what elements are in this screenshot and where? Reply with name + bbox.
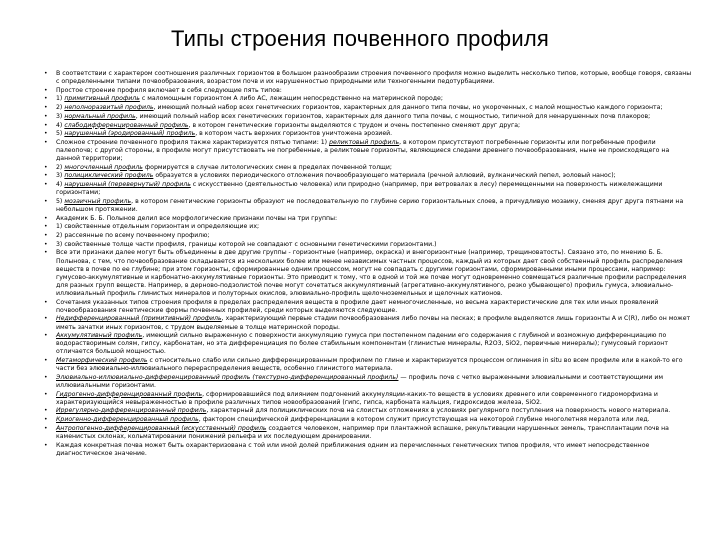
bullet-list xyxy=(44,70,694,458)
bullet-text: , в котором генетические горизонты выделяются с трудом и очень постепенно сменяют друг друга; xyxy=(188,121,521,129)
bullet-item xyxy=(44,223,694,231)
bullet-text: Академик Б. Б. Полынов делил все морфологические признаки почвы на три группы: xyxy=(56,214,338,222)
bullet-text: , характеризующий первые стадии почвообразования либо почвы на песках; в профиле выделяются лишь горизонты А и С(R), либо он может иметь зачатки иных горизонтов, с трудом выделяемые в толще материнской породы. xyxy=(56,315,691,331)
bullet-text: В соответствии с характером соотношения различных горизонтов в большом разнообразии строения почвенного профиля можно выделить несколько типов, которые, вообще говоря, связаны с определенными типами почвообразования, возрастом почв и их нарушенностью природными или техногенными педотурбациями. xyxy=(56,70,692,86)
bullet-text: 4) xyxy=(56,181,65,189)
bullet-text: образуется в условиях периодического отложения почвообразующего материала (речной аллювий, вулканический пепел, эоловый нанос); xyxy=(153,172,616,180)
slide-body xyxy=(44,70,694,532)
bullet-text: 2) рассеянные по всему почвенному профилю; xyxy=(56,232,210,240)
profile-type-term: Криогенно-дифференцированный профиль xyxy=(56,416,199,424)
profile-type-term: нормальный профиль xyxy=(64,112,136,120)
bullet-item xyxy=(44,122,694,130)
bullet-item xyxy=(44,215,694,223)
profile-type-term: слабодифференцированный профиль xyxy=(64,121,189,129)
bullet-item xyxy=(44,442,694,458)
bullet-text: Сочетания указанных типов строения профиля в пределах распределения веществ в профиле дает немногочисленные, но весьма характеристические для тех или иных проявлений почвообразования генетические формы почвенных профилей, среди которых выделяются следующие. xyxy=(56,298,659,314)
bullet-item xyxy=(44,198,694,214)
bullet-text: 2) xyxy=(56,163,65,171)
bullet-text: , в котором присутствуют погребенные горизонты или погребенные профили палеопочв; с другой стороны, в профиле могут присутствовать не погребенные, а реликтовые горизонты, являющиеся следами древнего почвообразования, ныне не происходящего на данной территории; xyxy=(56,138,670,163)
profile-type-term: реликтовый профиль xyxy=(329,138,400,146)
bullet-item xyxy=(44,407,694,415)
bullet-text: с маломощным горизонтом А либо АС, лежащим непосредственно на материнской породе; xyxy=(139,95,443,103)
bullet-item xyxy=(44,332,694,356)
bullet-text: с искусственно (деятельностью человека) или природно (например, при ветровалах в лесу) перемещенными на поверхность нижележащими горизонтами; xyxy=(56,181,663,197)
bullet-text: 1) xyxy=(56,95,65,103)
bullet-text: 3) xyxy=(56,112,65,120)
bullet-item xyxy=(44,315,694,331)
bullet-item xyxy=(44,232,694,240)
bullet-item xyxy=(44,70,694,86)
bullet-item xyxy=(44,241,694,249)
bullet-item xyxy=(44,249,694,298)
bullet-text: , фактором специфической дифференциации в котором служит присутствующая на некоторой глубине многолетняя мерзлота или лед. xyxy=(198,416,650,424)
bullet-text: , имеющий сильно выраженную с поверхности аккумуляцию гумуса при постепенном падении его содержания с глубиной и возможную дифференциацию по водорастворимым солям, гипсу, карбонатам, но эта дифференциация по более стабильным компонентам (глинистые минералы, R2O3, SiO2, первичные минералы); гумусовый горизонт отличается большой мощностью. xyxy=(56,332,668,356)
bullet-text: Все эти признаки далее могут быть объединены в две другие группы - горизонтные (например, окраска) и внегоризонтные (например, трещиноватость). Связано это, по мнению Б. Б. Полынова, с тем, что почвообразование складывается из нескольких более или менее независимых частных процессов, каждый из которых дает свой собственный профиль распределения веществ в почве по ее глубине; при этом горизонты, сформированные одним процессом, могут не совпадать с другими горизонтами, сформированными иными процессами, например: гумусово-аккумулятивные и карбонатно-аккумулятивные горизонты. Это приводит к тому, что в одной и той же почве могут одновременно совмещаться различные профили распределения для разных групп веществ. Например, в дерново-подзолистой почве могут сочетаться аккумулятивный (агрегативно-аккумулятивного, резко убывающего) профиль гумуса, элювиально-иллювиальный профиль глинистых минералов и полуторных окислов, элювиально-профиль щелочноземельных и щелочных катионов. xyxy=(56,249,687,297)
bullet-text: 5) xyxy=(56,130,65,138)
bullet-text: — профиль почв с четко выраженными элювиальными и соответствующими им иллювиальными горизонтами. xyxy=(56,373,664,389)
profile-type-term: мозаичный профиль xyxy=(64,197,132,205)
bullet-item xyxy=(44,181,694,197)
bullet-item xyxy=(44,113,694,121)
profile-type-term: нарушенный (эродированный) профиль xyxy=(64,130,196,138)
profile-type-term: Гидрогенно-дифференцированный профиль xyxy=(56,390,203,398)
profile-type-term: Элювиально-иллювиально-дифференцированный профиль (текстурно-дифференцированный профиль) xyxy=(56,373,399,381)
bullet-text: Простое строение профиля включает в себя следующие пять типов: xyxy=(56,86,282,94)
bullet-item xyxy=(44,172,694,180)
bullet-text: 4) xyxy=(56,121,65,129)
slide-title: Типы строения почвенного профиля xyxy=(171,26,549,51)
profile-type-term: Недифференцированный (примитивный) профиль xyxy=(56,315,222,323)
bullet-item xyxy=(44,139,694,163)
bullet-item xyxy=(44,130,694,138)
bullet-text: 3) xyxy=(56,172,65,180)
bullet-text: , сформировавшийся под влиянием подгонений аккумуляции-каких-то веществ в условиях древнего или современного гидроморфизма и характеризующийся невыраженностью в профиле различных типов новообразований (гипс, гипса, карбоната кальция, гидроксидов железа, SiO2. xyxy=(56,390,658,406)
profile-type-term: Иррегулярно-дифференцированный профиль xyxy=(56,407,207,415)
bullet-text: формируется в случае литологических смен в пределах почвенной толщи; xyxy=(142,163,392,171)
bullet-item xyxy=(44,299,694,315)
bullet-text: 2) xyxy=(56,104,65,112)
bullet-item xyxy=(44,95,694,103)
profile-type-term: Метаморфический профиль xyxy=(56,357,148,365)
bullet-item xyxy=(44,104,694,112)
bullet-item xyxy=(44,425,694,441)
bullet-text: Каждая конкретная почва может быть охарактеризована с той или иной долей приближения одним из перечисленных генетических типов профиля, что имеет непосредственное диагностическое значение. xyxy=(56,441,650,457)
bullet-text: Сложное строение почвенного профиля также характеризуется пятью типами: 1) xyxy=(56,138,330,146)
bullet-text: , в котором генетические горизонты образуют не последовательную по глубине серию горизонтальных слоев, а причудливую мозаику, сменяя друг друга пятнами на небольшом протяжении. xyxy=(56,197,684,214)
bullet-item xyxy=(44,374,694,390)
bullet-text: , имеющий полный набор всех генетических горизонтов, характерных для данного типа почвы, с мощностью, типичной для ненарушенных почв плакоров; xyxy=(135,112,651,120)
bullet-item xyxy=(44,391,694,407)
profile-type-term: многочленный профиль xyxy=(64,163,143,171)
bullet-text: 1) свойственные отдельным горизонтам и определяющие их; xyxy=(56,223,260,231)
profile-type-term: Аккумулятивный профиль xyxy=(56,332,143,340)
profile-type-term: полициклический профиль xyxy=(64,172,154,180)
bullet-item xyxy=(44,416,694,424)
bullet-text: с относительно слабо или сильно дифференцированным профилем по глине и характеризуется процессом оглинения in situ во всем профиле или в какой-то его части без элювиально-иллювиального перераспределения веществ, особенно глинистого материала. xyxy=(56,357,683,373)
bullet-text: , в котором часть верхних горизонтов уничтожена эрозией. xyxy=(195,130,393,138)
profile-type-term: примитивный профиль xyxy=(64,95,140,103)
bullet-item xyxy=(44,164,694,172)
bullet-text: , имеющий полный набор всех генетических горизонтов, характерных для данного типа почвы, но укороченных, с малой мощностью каждого горизонта; xyxy=(153,104,663,112)
bullet-text: 5) xyxy=(56,197,65,205)
bullet-text: , характерный для полициклических почв на слоистых отложениях в условиях регулярного поступления на поверхность нового материала. xyxy=(206,407,671,415)
profile-type-term: неполноразвитый профиль xyxy=(64,104,154,112)
profile-type-term: Антропогенно-дифференцированный (искусственный) профиль xyxy=(56,424,267,432)
bullet-item xyxy=(44,87,694,95)
bullet-text: создается человеком, например при плантажной вспашке, рекультивации нарушенных земель, трансплантации почв на каменистых склонах, кольматировании понижений рельефа и их последующем дренировании. xyxy=(56,424,669,440)
profile-type-term: нарушенный (перевернутый) профиль xyxy=(64,181,191,189)
bullet-item xyxy=(44,357,694,373)
bullet-text: 3) свойственные толще части профиля, границы которой не совпадают с основными генетическими горизонтами.) xyxy=(56,240,437,248)
